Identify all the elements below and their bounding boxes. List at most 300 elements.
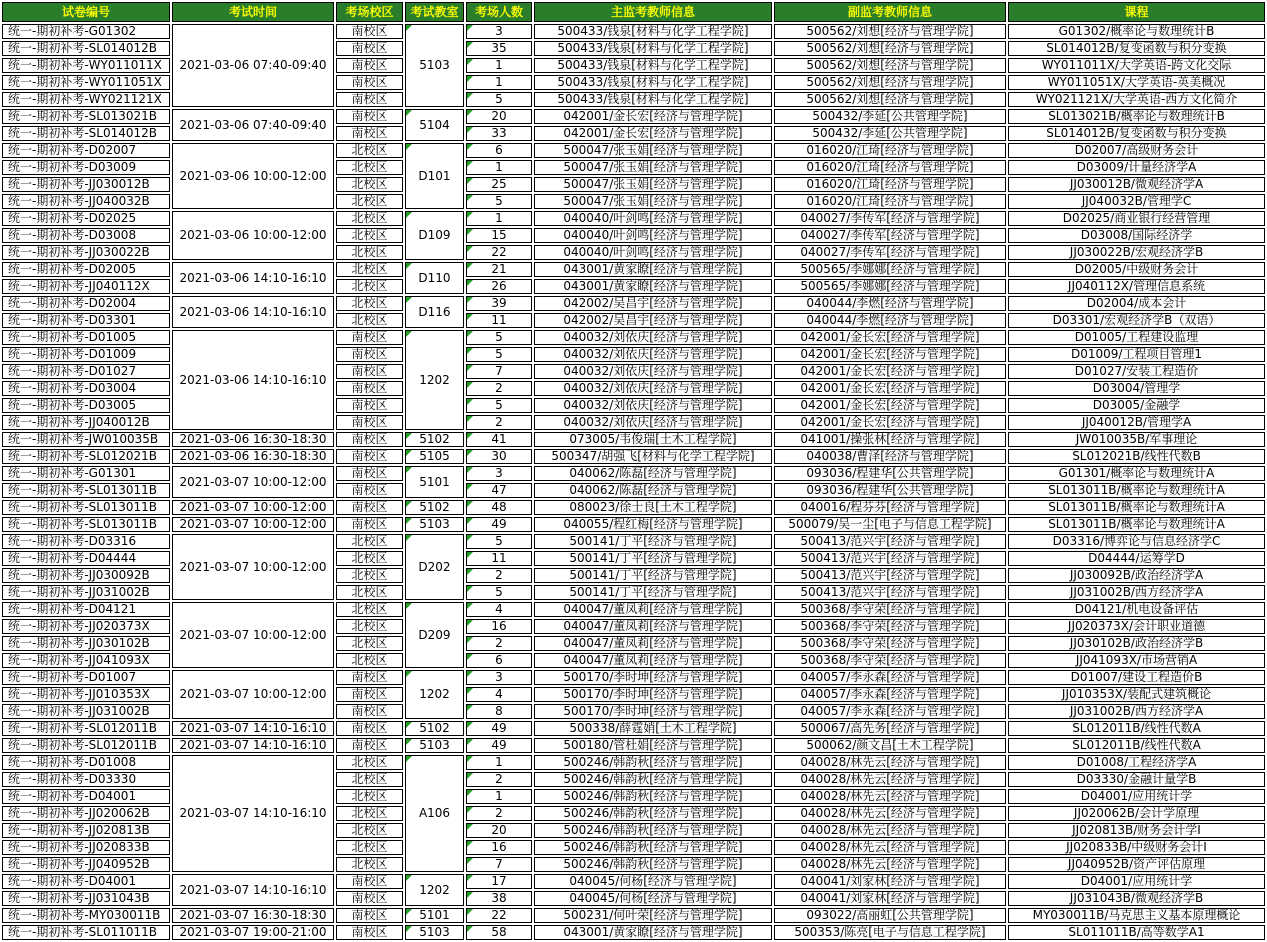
green-corner-flag-icon (467, 671, 473, 677)
cell-count: 3 (466, 466, 532, 481)
cell-course: JJ030022B/宏观经济学B (1008, 245, 1265, 260)
cell-deputy-invigilator: 500079/吴一尘[电子与信息工程学院] (774, 517, 1006, 532)
cell-course: D04001/应用统计学 (1008, 789, 1265, 804)
cell-course: JJ020373X/会计职业道德 (1008, 619, 1265, 634)
green-corner-flag-icon (406, 467, 412, 473)
cell-count: 11 (466, 551, 532, 566)
cell-campus: 北校区 (336, 551, 403, 566)
cell-deputy-invigilator: 500432/李延[公共管理学院] (774, 109, 1006, 124)
cell-count: 1 (466, 75, 532, 90)
green-corner-flag-icon (467, 42, 473, 48)
cell-exam-time: 2021-03-06 14:10-16:10 (172, 330, 334, 430)
cell-campus: 南校区 (336, 925, 403, 940)
cell-chief-invigilator: 040045/何杨[经济与管理学院] (534, 891, 772, 906)
cell-campus: 南校区 (336, 500, 403, 515)
cell-chief-invigilator: 500433/钱泉[材料与化学工程学院] (534, 58, 772, 73)
cell-count: 5 (466, 194, 532, 209)
cell-course: D01007/建设工程造价B (1008, 670, 1265, 685)
cell-course: D03008/国际经济学 (1008, 228, 1265, 243)
cell-exam-time: 2021-03-06 14:10-16:10 (172, 262, 334, 294)
cell-paper-id: 统一-期初补考-WY021121X (2, 92, 170, 107)
cell-paper-id: 统一-期初补考-D03008 (2, 228, 170, 243)
cell-course: WY021121X/大学英语-西方文化简介 (1008, 92, 1265, 107)
cell-count: 25 (466, 177, 532, 192)
cell-deputy-invigilator: 040028/林先云[经济与管理学院] (774, 789, 1006, 804)
cell-deputy-invigilator: 040041/刘家林[经济与管理学院] (774, 874, 1006, 889)
green-corner-flag-icon (467, 569, 473, 575)
cell-campus: 北校区 (336, 313, 403, 328)
table-row (2, 466, 1265, 481)
green-corner-flag-icon (406, 909, 412, 915)
green-corner-flag-icon (406, 331, 412, 337)
cell-course: D01008/工程经济学A (1008, 755, 1265, 770)
cell-deputy-invigilator: 040027/李传军[经济与管理学院] (774, 228, 1006, 243)
cell-course: JJ031043B/微观经济学B (1008, 891, 1265, 906)
cell-campus: 南校区 (336, 483, 403, 498)
green-corner-flag-icon (467, 314, 473, 320)
cell-chief-invigilator: 042001/金长宏[经济与管理学院] (534, 109, 772, 124)
cell-count: 47 (466, 483, 532, 498)
cell-course: WY011011X/大学英语-跨文化交际 (1008, 58, 1265, 73)
green-corner-flag-icon (467, 705, 473, 711)
cell-paper-id: 统一-期初补考-JJ020062B (2, 806, 170, 821)
cell-course: D01005/工程建设监理 (1008, 330, 1265, 345)
cell-paper-id: 统一-期初补考-SL012011B (2, 738, 170, 753)
cell-chief-invigilator: 040047/董凤莉[经济与管理学院] (534, 653, 772, 668)
cell-paper-id: 统一-期初补考-JJ031002B (2, 704, 170, 719)
cell-exam-time: 2021-03-07 16:30-18:30 (172, 908, 334, 923)
cell-course: SL013011B/概率论与数理统计A (1008, 500, 1265, 515)
cell-exam-time: 2021-03-07 10:00-12:00 (172, 466, 334, 498)
green-corner-flag-icon (467, 25, 473, 31)
cell-deputy-invigilator: 500562/刘想[经济与管理学院] (774, 41, 1006, 56)
cell-paper-id: 统一-期初补考-JJ020813B (2, 823, 170, 838)
cell-exam-time: 2021-03-06 10:00-12:00 (172, 211, 334, 260)
cell-deputy-invigilator: 500368/李守荣[经济与管理学院] (774, 602, 1006, 617)
cell-count: 6 (466, 143, 532, 158)
green-corner-flag-icon (467, 127, 473, 133)
cell-deputy-invigilator: 500368/李守荣[经济与管理学院] (774, 636, 1006, 651)
cell-exam-time: 2021-03-07 10:00-12:00 (172, 534, 334, 600)
cell-paper-id: 统一-期初补考-D01009 (2, 347, 170, 362)
green-corner-flag-icon (467, 501, 473, 507)
header-row (2, 2, 1265, 22)
cell-course: JJ020833B/中级财务会计Ⅰ (1008, 840, 1265, 855)
cell-deputy-invigilator: 040028/林先云[经济与管理学院] (774, 806, 1006, 821)
table-row (2, 143, 1265, 158)
cell-chief-invigilator: 500246/韩韵秋[经济与管理学院] (534, 789, 772, 804)
cell-campus: 南校区 (336, 517, 403, 532)
green-corner-flag-icon (467, 59, 473, 65)
cell-chief-invigilator: 500170/李时坤[经济与管理学院] (534, 670, 772, 685)
cell-chief-invigilator: 040062/陈磊[经济与管理学院] (534, 483, 772, 498)
cell-room: 5102 (405, 500, 464, 515)
table-row (2, 24, 1265, 39)
cell-campus: 北校区 (336, 160, 403, 175)
cell-campus: 北校区 (336, 228, 403, 243)
cell-count: 49 (466, 738, 532, 753)
cell-course: D01009/工程项目管理1 (1008, 347, 1265, 362)
green-corner-flag-icon (467, 331, 473, 337)
cell-chief-invigilator: 500246/韩韵秋[经济与管理学院] (534, 840, 772, 855)
cell-deputy-invigilator: 040044/李燃[经济与管理学院] (774, 313, 1006, 328)
cell-campus: 北校区 (336, 619, 403, 634)
cell-campus: 北校区 (336, 840, 403, 855)
green-corner-flag-icon (467, 467, 473, 473)
cell-deputy-invigilator: 040038/曹泽[经济与管理学院] (774, 449, 1006, 464)
cell-room: 5103 (405, 925, 464, 940)
cell-campus: 北校区 (336, 789, 403, 804)
cell-campus: 南校区 (336, 891, 403, 906)
cell-exam-time: 2021-03-06 10:00-12:00 (172, 143, 334, 209)
cell-room: D110 (405, 262, 464, 294)
green-corner-flag-icon (467, 280, 473, 286)
cell-room: 5102 (405, 432, 464, 447)
cell-count: 20 (466, 109, 532, 124)
cell-campus: 北校区 (336, 636, 403, 651)
cell-paper-id: 统一-期初补考-G01302 (2, 24, 170, 39)
cell-chief-invigilator: 040032/刘依庆[经济与管理学院] (534, 415, 772, 430)
cell-campus: 南校区 (336, 449, 403, 464)
cell-count: 3 (466, 670, 532, 685)
cell-paper-id: 统一-期初补考-D04001 (2, 789, 170, 804)
cell-course: JJ040032B/管理学C (1008, 194, 1265, 209)
cell-deputy-invigilator: 500565/李娜娜[经济与管理学院] (774, 262, 1006, 277)
green-corner-flag-icon (467, 416, 473, 422)
cell-exam-time: 2021-03-07 14:10-16:10 (172, 755, 334, 872)
cell-deputy-invigilator: 040041/刘家林[经济与管理学院] (774, 891, 1006, 906)
cell-room: A106 (405, 755, 464, 872)
cell-count: 4 (466, 602, 532, 617)
cell-course: D03316/博弈论与信息经济学C (1008, 534, 1265, 549)
cell-room: 5103 (405, 738, 464, 753)
cell-course: JJ010353X/装配式建筑概论 (1008, 687, 1265, 702)
cell-paper-id: 统一-期初补考-SL013021B (2, 109, 170, 124)
cell-course: JJ030012B/微观经济学A (1008, 177, 1265, 192)
cell-paper-id: 统一-期初补考-JJ040952B (2, 857, 170, 872)
cell-course: D04121/机电设备评估 (1008, 602, 1265, 617)
cell-chief-invigilator: 500141/丁平[经济与管理学院] (534, 568, 772, 583)
cell-paper-id: 统一-期初补考-D01008 (2, 755, 170, 770)
cell-course: D03009/计量经济学A (1008, 160, 1265, 175)
table-row (2, 670, 1265, 685)
cell-paper-id: 统一-期初补考-D04001 (2, 874, 170, 889)
cell-chief-invigilator: 040047/董凤莉[经济与管理学院] (534, 619, 772, 634)
cell-chief-invigilator: 500047/张玉娟[经济与管理学院] (534, 160, 772, 175)
cell-count: 35 (466, 41, 532, 56)
column-header-6: 副监考教师信息 (774, 2, 1006, 22)
cell-count: 7 (466, 364, 532, 379)
cell-campus: 北校区 (336, 823, 403, 838)
cell-course: JJ040012B/管理学A (1008, 415, 1265, 430)
cell-course: SL012011B/线性代数A (1008, 738, 1265, 753)
green-corner-flag-icon (467, 263, 473, 269)
cell-count: 2 (466, 568, 532, 583)
cell-exam-time: 2021-03-07 10:00-12:00 (172, 500, 334, 515)
cell-room: D101 (405, 143, 464, 209)
cell-chief-invigilator: 040032/刘依庆[经济与管理学院] (534, 398, 772, 413)
cell-deputy-invigilator: 500413/范兴宇[经济与管理学院] (774, 551, 1006, 566)
cell-count: 1 (466, 58, 532, 73)
cell-campus: 南校区 (336, 738, 403, 753)
green-corner-flag-icon (467, 824, 473, 830)
cell-deputy-invigilator: 042001/金长宏[经济与管理学院] (774, 381, 1006, 396)
table-row (2, 211, 1265, 226)
cell-campus: 北校区 (336, 755, 403, 770)
cell-deputy-invigilator: 500562/刘想[经济与管理学院] (774, 75, 1006, 90)
cell-chief-invigilator: 040055/程红梅[经济与管理学院] (534, 517, 772, 532)
cell-paper-id: 统一-期初补考-JJ040112X (2, 279, 170, 294)
cell-chief-invigilator: 043001/黄家瞭[经济与管理学院] (534, 262, 772, 277)
cell-chief-invigilator: 500141/丁平[经济与管理学院] (534, 585, 772, 600)
column-header-0: 试卷编号 (2, 2, 170, 22)
cell-deputy-invigilator: 016020/江琦[经济与管理学院] (774, 143, 1006, 158)
table-row (2, 109, 1265, 124)
cell-campus: 北校区 (336, 772, 403, 787)
cell-deputy-invigilator: 093022/高丽虹[公共管理学院] (774, 908, 1006, 923)
cell-paper-id: 统一-期初补考-SL013011B (2, 517, 170, 532)
cell-course: JW010035B/军事理论 (1008, 432, 1265, 447)
cell-count: 2 (466, 381, 532, 396)
cell-chief-invigilator: 500170/李时坤[经济与管理学院] (534, 687, 772, 702)
column-header-5: 主监考教师信息 (534, 2, 772, 22)
cell-course: JJ031002B/西方经济学A (1008, 704, 1265, 719)
cell-campus: 北校区 (336, 279, 403, 294)
green-corner-flag-icon (467, 297, 473, 303)
green-corner-flag-icon (406, 25, 412, 31)
green-corner-flag-icon (467, 178, 473, 184)
green-corner-flag-icon (467, 110, 473, 116)
cell-paper-id: 统一-期初补考-SL013011B (2, 500, 170, 515)
green-corner-flag-icon (467, 552, 473, 558)
cell-deputy-invigilator: 042001/金长宏[经济与管理学院] (774, 415, 1006, 430)
cell-course: D02007/高级财务会计 (1008, 143, 1265, 158)
cell-count: 5 (466, 534, 532, 549)
cell-campus: 南校区 (336, 432, 403, 447)
cell-deputy-invigilator: 093036/程建华[公共管理学院] (774, 483, 1006, 498)
cell-exam-time: 2021-03-07 10:00-12:00 (172, 670, 334, 719)
cell-chief-invigilator: 500246/韩韵秋[经济与管理学院] (534, 772, 772, 787)
cell-room: 5101 (405, 908, 464, 923)
cell-paper-id: 统一-期初补考-JJ030102B (2, 636, 170, 651)
green-corner-flag-icon (467, 450, 473, 456)
cell-deputy-invigilator: 040028/林先云[经济与管理学院] (774, 755, 1006, 770)
cell-room: D109 (405, 211, 464, 260)
cell-campus: 北校区 (336, 143, 403, 158)
cell-count: 39 (466, 296, 532, 311)
cell-deputy-invigilator: 500413/范兴宇[经济与管理学院] (774, 534, 1006, 549)
cell-paper-id: 统一-期初补考-D03009 (2, 160, 170, 175)
cell-campus: 南校区 (336, 908, 403, 923)
green-corner-flag-icon (406, 603, 412, 609)
green-corner-flag-icon (467, 688, 473, 694)
cell-deputy-invigilator: 500062/颜文昌[土木工程学院] (774, 738, 1006, 753)
green-corner-flag-icon (406, 297, 412, 303)
cell-course: SL014012B/复变函数与积分变换 (1008, 41, 1265, 56)
green-corner-flag-icon (467, 603, 473, 609)
cell-chief-invigilator: 500141/丁平[经济与管理学院] (534, 551, 772, 566)
cell-exam-time: 2021-03-07 10:00-12:00 (172, 517, 334, 532)
cell-count: 22 (466, 245, 532, 260)
cell-deputy-invigilator: 500413/范兴宇[经济与管理学院] (774, 568, 1006, 583)
cell-paper-id: 统一-期初补考-JJ010353X (2, 687, 170, 702)
cell-course: JJ020813B/财务会计学Ⅰ (1008, 823, 1265, 838)
cell-deputy-invigilator: 500368/李守荣[经济与管理学院] (774, 619, 1006, 634)
cell-paper-id: 统一-期初补考-D01007 (2, 670, 170, 685)
cell-count: 6 (466, 653, 532, 668)
cell-count: 7 (466, 857, 532, 872)
cell-paper-id: 统一-期初补考-JJ030012B (2, 177, 170, 192)
table-row (2, 432, 1265, 447)
cell-chief-invigilator: 500180/管杜娟[经济与管理学院] (534, 738, 772, 753)
cell-paper-id: 统一-期初补考-JJ031043B (2, 891, 170, 906)
cell-count: 4 (466, 687, 532, 702)
cell-course: SL013011B/概率论与数理统计A (1008, 517, 1265, 532)
cell-campus: 北校区 (336, 568, 403, 583)
column-header-1: 考试时间 (172, 2, 334, 22)
green-corner-flag-icon (467, 484, 473, 490)
cell-campus: 南校区 (336, 721, 403, 736)
cell-campus: 北校区 (336, 262, 403, 277)
table-row (2, 296, 1265, 311)
cell-exam-time: 2021-03-06 07:40-09:40 (172, 24, 334, 107)
green-corner-flag-icon (467, 654, 473, 660)
cell-deputy-invigilator: 500562/刘想[经济与管理学院] (774, 92, 1006, 107)
green-corner-flag-icon (467, 348, 473, 354)
cell-paper-id: 统一-期初补考-MY030011B (2, 908, 170, 923)
cell-campus: 南校区 (336, 874, 403, 889)
cell-campus: 南校区 (336, 381, 403, 396)
cell-chief-invigilator: 040032/刘依庆[经济与管理学院] (534, 364, 772, 379)
table-row (2, 330, 1265, 345)
cell-chief-invigilator: 043001/黄家瞭[经济与管理学院] (534, 279, 772, 294)
cell-paper-id: 统一-期初补考-JJ020833B (2, 840, 170, 855)
cell-exam-time: 2021-03-07 14:10-16:10 (172, 874, 334, 906)
cell-course: WY011051X/大学英语-英美概况 (1008, 75, 1265, 90)
cell-count: 2 (466, 636, 532, 651)
cell-course: D01027/安装工程造价 (1008, 364, 1265, 379)
cell-course: SL011011B/高等数学A1 (1008, 925, 1265, 940)
green-corner-flag-icon (467, 229, 473, 235)
cell-course: D04444/运筹学D (1008, 551, 1265, 566)
cell-count: 5 (466, 398, 532, 413)
green-corner-flag-icon (467, 212, 473, 218)
cell-exam-time: 2021-03-06 16:30-18:30 (172, 432, 334, 447)
cell-count: 38 (466, 891, 532, 906)
cell-paper-id: 统一-期初补考-SL012021B (2, 449, 170, 464)
green-corner-flag-icon (467, 382, 473, 388)
cell-room: 5101 (405, 466, 464, 498)
cell-count: 16 (466, 840, 532, 855)
cell-deputy-invigilator: 040027/李传军[经济与管理学院] (774, 211, 1006, 226)
cell-paper-id: 统一-期初补考-D04444 (2, 551, 170, 566)
cell-count: 1 (466, 755, 532, 770)
green-corner-flag-icon (467, 909, 473, 915)
green-corner-flag-icon (467, 875, 473, 881)
green-corner-flag-icon (467, 161, 473, 167)
cell-count: 22 (466, 908, 532, 923)
cell-chief-invigilator: 500338/薛霆娋[土木工程学院] (534, 721, 772, 736)
cell-course: JJ041093X/市场营销A (1008, 653, 1265, 668)
cell-course: G01302/概率论与数理统计B (1008, 24, 1265, 39)
cell-room: D116 (405, 296, 464, 328)
cell-deputy-invigilator: 042001/金长宏[经济与管理学院] (774, 330, 1006, 345)
cell-count: 20 (466, 823, 532, 838)
cell-room: 1202 (405, 330, 464, 430)
cell-campus: 南校区 (336, 347, 403, 362)
cell-paper-id: 统一-期初补考-G01301 (2, 466, 170, 481)
cell-campus: 南校区 (336, 109, 403, 124)
cell-deputy-invigilator: 040028/林先云[经济与管理学院] (774, 857, 1006, 872)
cell-count: 16 (466, 619, 532, 634)
green-corner-flag-icon (467, 535, 473, 541)
cell-room: 1202 (405, 670, 464, 719)
cell-course: D03301/宏观经济学B（双语） (1008, 313, 1265, 328)
table-row (2, 925, 1265, 940)
cell-paper-id: 统一-期初补考-D02005 (2, 262, 170, 277)
cell-room: 5102 (405, 721, 464, 736)
green-corner-flag-icon (467, 722, 473, 728)
cell-deputy-invigilator: 500565/李娜娜[经济与管理学院] (774, 279, 1006, 294)
cell-deputy-invigilator: 500368/李守荣[经济与管理学院] (774, 653, 1006, 668)
cell-course: D04001/应用统计学 (1008, 874, 1265, 889)
cell-count: 15 (466, 228, 532, 243)
green-corner-flag-icon (406, 263, 412, 269)
cell-deputy-invigilator: 500562/刘想[经济与管理学院] (774, 24, 1006, 39)
green-corner-flag-icon (467, 637, 473, 643)
table-row (2, 517, 1265, 532)
cell-count: 49 (466, 721, 532, 736)
cell-campus: 南校区 (336, 126, 403, 141)
cell-course: SL013011B/概率论与数理统计A (1008, 483, 1265, 498)
cell-deputy-invigilator: 500353/陈亮[电子与信息工程学院] (774, 925, 1006, 940)
cell-course: SL013021B/概率论与数理统计B (1008, 109, 1265, 124)
cell-paper-id: 统一-期初补考-JJ031002B (2, 585, 170, 600)
green-corner-flag-icon (406, 722, 412, 728)
cell-exam-time: 2021-03-06 16:30-18:30 (172, 449, 334, 464)
cell-campus: 北校区 (336, 194, 403, 209)
table-row (2, 721, 1265, 736)
green-corner-flag-icon (406, 756, 412, 762)
table-row (2, 500, 1265, 515)
cell-deputy-invigilator: 040028/林先云[经济与管理学院] (774, 840, 1006, 855)
cell-count: 5 (466, 330, 532, 345)
cell-paper-id: 统一-期初补考-D01005 (2, 330, 170, 345)
green-corner-flag-icon (406, 739, 412, 745)
cell-chief-invigilator: 040062/陈磊[经济与管理学院] (534, 466, 772, 481)
cell-chief-invigilator: 040032/刘依庆[经济与管理学院] (534, 347, 772, 362)
table-header (2, 2, 1265, 22)
cell-deputy-invigilator: 040016/程芬芬[经济与管理学院] (774, 500, 1006, 515)
cell-course: MY030011B/马克思主义基本原理概论 (1008, 908, 1265, 923)
cell-count: 5 (466, 347, 532, 362)
cell-exam-time: 2021-03-07 10:00-12:00 (172, 602, 334, 668)
cell-campus: 北校区 (336, 177, 403, 192)
cell-paper-id: 统一-期初补考-JJ040012B (2, 415, 170, 430)
cell-chief-invigilator: 500047/张玉娟[经济与管理学院] (534, 194, 772, 209)
cell-chief-invigilator: 040047/董凤莉[经济与管理学院] (534, 636, 772, 651)
cell-paper-id: 统一-期初补考-JJ041093X (2, 653, 170, 668)
green-corner-flag-icon (467, 93, 473, 99)
cell-count: 1 (466, 160, 532, 175)
cell-campus: 南校区 (336, 58, 403, 73)
cell-deputy-invigilator: 500432/李延[公共管理学院] (774, 126, 1006, 141)
cell-count: 1 (466, 789, 532, 804)
green-corner-flag-icon (467, 365, 473, 371)
cell-deputy-invigilator: 042001/金长宏[经济与管理学院] (774, 347, 1006, 362)
cell-campus: 南校区 (336, 92, 403, 107)
cell-paper-id: 统一-期初补考-WY011011X (2, 58, 170, 73)
